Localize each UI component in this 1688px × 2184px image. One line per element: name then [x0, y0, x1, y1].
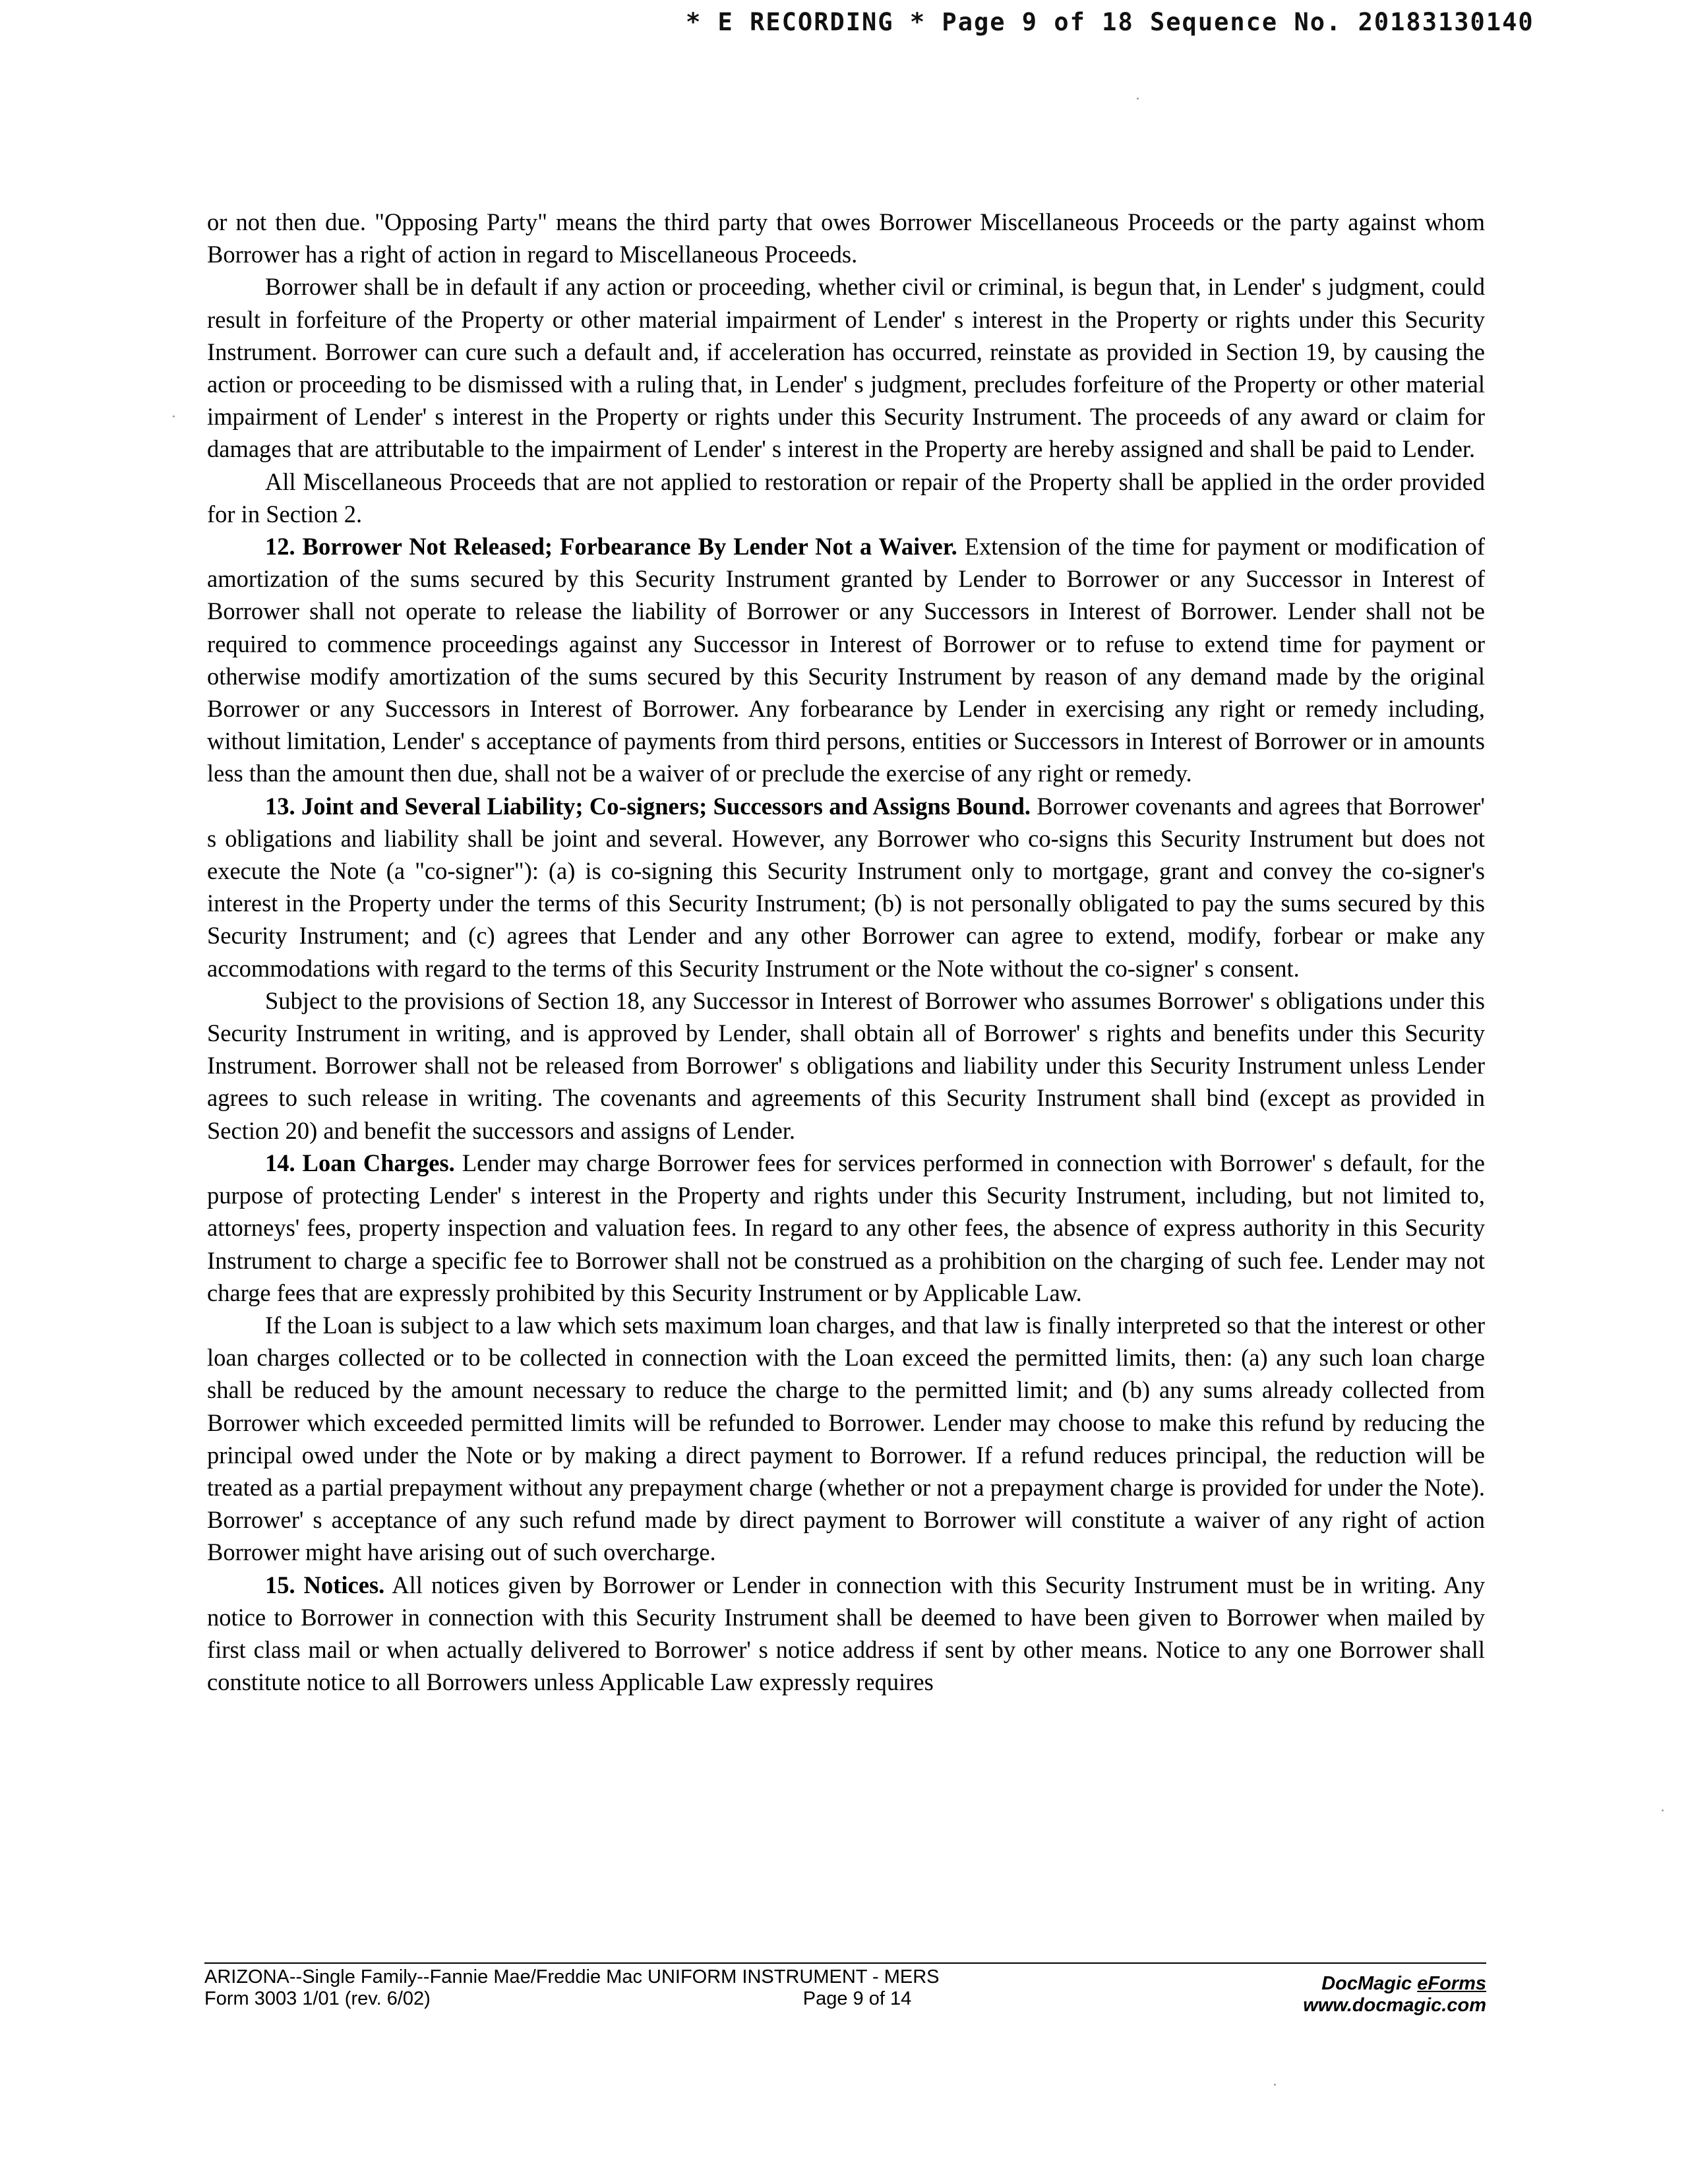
- footer-page-number: Page 9 of 14: [802, 1988, 912, 2009]
- footer-divider: [204, 1962, 1486, 1964]
- section-15: [207, 1569, 1485, 1699]
- section-15-heading: 15. Notices.: [265, 1571, 385, 1598]
- paragraph-default: Borrower shall be in default if any action or proceeding, whether civil or criminal, is begun that, in Lender' s judgment, could result in forfeiture of the Property or other material impairment of Lender' s interest in the Property or rights under this Security Instrument. Borrower can cure such a default and, if acceleration has occurred, reinstate as provided in Section 19, by causing the action or proceeding to be dismissed with a ruling that, in Lender' s judgment, precludes forfeiture of the Property or other material impairment of Lender' s interest in the Property or rights under this Security Instrument. The proceeds of any award or claim for damages that are attributable to the impairment of Lender' s interest in the Property are hereby assigned and shall be paid to Lender.: [207, 273, 1485, 463]
- section-14-text: Lender may charge Borrower fees for services performed in connection with Borrower' s default, for the purpose of protecting Lender' s interest in the Property and rights under this Security Instrument, including, but not limited to, attorneys' fees, property inspection and valuation fees. In regard to any other fees, the absence of express authority in this Security Instrument to charge a specific fee to Borrower shall not be construed as a prohibition on the charging of such fee. Lender may not charge fees that are expressly prohibited by this Security Instrument or by Applicable Law.: [207, 1149, 1486, 1306]
- footer-brand-name: DocMagic: [1321, 1973, 1412, 1994]
- document-body: [207, 206, 1485, 1698]
- scan-speck: [1662, 1809, 1664, 1811]
- paragraph-successors: Subject to the provisions of Section 18, any Successor in Interest of Borrower who assumes Borrower' s obligations under this Security Instrument in writing, and is approved by Lender, shall obtain all of Borrower' s rights and benefits under this Security Instrument. Borrower shall not be released from Borrower' s obligations and liability under this Security Instrument unless Lender agrees to such release in writing. The covenants and agreements of this Security Instrument shall bind (except as provided in Section 20) and benefit the successors and assigns of Lender.: [207, 986, 1485, 1144]
- footer-website: www.docmagic.com: [1303, 1995, 1486, 2016]
- section-13-text: Borrower covenants and agrees that Borrower' s obligations and liability shall be joint and several. However, any Borrower who co-signs this Security Instrument but does not execute the Note (a "co-signer"): (a) is co-signing this Security Instrument only to mortgage, grant and convey the co-signer's interest in the Property under the terms of this Security Instrument; (b) is not personally obligated to pay the sums secured by this Security Instrument; and (c) agrees that Lender and any other Borrower can agree to extend, modify, forbear or make any accommodations with regard to the terms of this Security Instrument or the Note without the co-signer' s consent.: [207, 792, 1485, 982]
- section-12-text: Extension of the time for payment or modification of amortization of the sums secured by this Security Instrument granted by Lender to Borrower or any Successor in Interest of Borrower shall not operate to release the liability of Borrower or any Successors in Interest of Borrower. Lender shall not be required to commence proceedings against any Successor in Interest of Borrower or to refuse to extend time for payment or otherwise modify amortization of the sums secured by this Security Instrument by reason of any demand made by the original Borrower or any Successors in Interest of Borrower. Any forbearance by Lender in exercising any right or remedy including, without limitation, Lender' s acceptance of payments from third persons, entities or Successors in Interest of Borrower or in amounts less than the amount then due, shall not be a waiver of or preclude the exercise of any right or remedy.: [207, 533, 1485, 787]
- paragraph-opposing-party: or not then due. "Opposing Party" means the third party that owes Borrower Miscellaneous Proceeds or the party against whom Borrower has a right of action in regard to Miscellaneous Proceeds.: [207, 208, 1485, 268]
- footer-brand-product: eForms: [1417, 1973, 1486, 1994]
- section-14-heading: 14. Loan Charges.: [265, 1149, 455, 1176]
- section-13-heading: 13. Joint and Several Liability; Co-signers; Successors and Assigns Bound.: [265, 792, 1031, 820]
- scan-speck: [1274, 2084, 1276, 2086]
- section-15-text: All notices given by Borrower or Lender in connection with this Security Instrument must be in writing. Any notice to Borrower in connection with this Security Instrument shall be deemed to have been given to Borrower when mailed by first class mail or when actually delivered to Borrower' s notice address if sent by other means. Notice to any one Borrower shall constitute notice to all Borrowers unless Applicable Law expressly requires: [207, 1571, 1485, 1696]
- paragraph-misc-proceeds: All Miscellaneous Proceeds that are not applied to restoration or repair of the Property shall be applied in the order provided for in Section 2.: [207, 468, 1485, 528]
- footer-brand: [1226, 1973, 1486, 2017]
- section-12-heading: 12. Borrower Not Released; Forbearance By Lender Not a Waiver.: [265, 533, 957, 561]
- section-13: [207, 790, 1485, 985]
- scan-speck: [173, 415, 175, 417]
- footer-brand-line: [1226, 1973, 1486, 1995]
- scan-speck: [1137, 98, 1139, 100]
- section-14: [207, 1147, 1485, 1309]
- paragraph-max-loan-charges: If the Loan is subject to a law which sets maximum loan charges, and that law is finally interpreted so that the interest or other loan charges collected or to be collected in connection with the Loan exceed the permitted limits, then: (a) any such loan charge shall be reduced by the amount necessary to reduce the charge to the permitted limit; and (b) any sums already collected from Borrower which exceeded permitted limits will be refunded to Borrower. Lender may choose to make this refund by reducing the principal owed under the Note or by making a direct payment to Borrower. If a refund reduces principal, the reduction will be treated as a partial prepayment without any prepayment charge (whether or not a prepayment charge is provided for under the Note). Borrower' s acceptance of any such refund made by direct payment to Borrower will constitute a waiver of any right of action Borrower might have arising out of such overcharge.: [207, 1311, 1485, 1566]
- footer-form-number: Form 3003 1/01 (rev. 6/02): [204, 1988, 431, 2009]
- section-12: [207, 530, 1485, 790]
- footer-form-title: ARIZONA--Single Family--Fannie Mae/Freddie Mac UNIFORM INSTRUMENT - MERS: [204, 1966, 940, 1987]
- recording-header: * E RECORDING * Page 9 of 18 Sequence No. 20183130140: [686, 8, 1534, 36]
